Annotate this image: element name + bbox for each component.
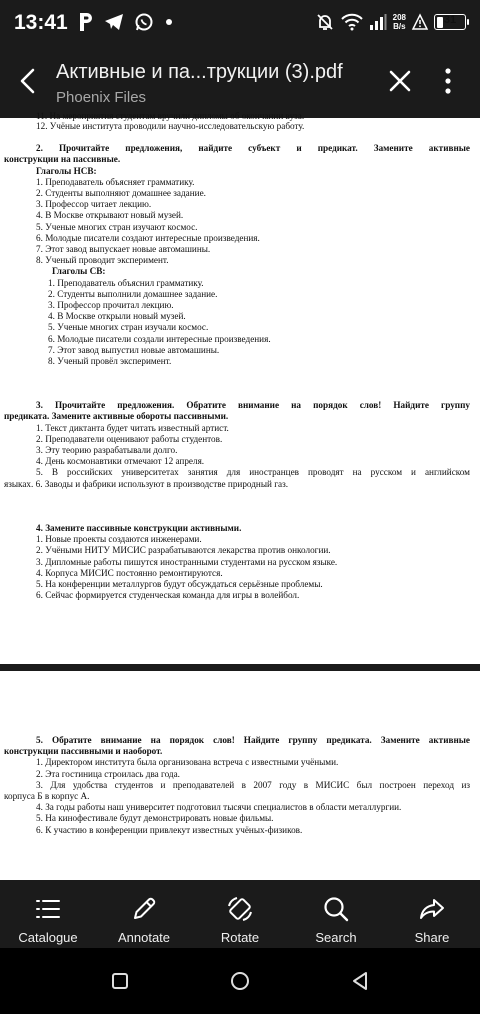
notification-icons xyxy=(78,12,174,32)
doc-line: языках. 6. Заводы и фабрики используют в производстве природный газ. xyxy=(4,478,288,489)
recents-icon[interactable] xyxy=(109,970,131,992)
exercise-4-title: 4. Замените пассивные конструкции активными. xyxy=(36,522,242,533)
search-icon xyxy=(321,894,351,924)
battery-level: 31 xyxy=(443,14,457,26)
ex4-list xyxy=(4,534,470,601)
back-arrow-icon[interactable] xyxy=(12,64,46,98)
app-name: Phoenix Files xyxy=(56,89,147,106)
close-icon[interactable] xyxy=(384,65,416,97)
battery-icon xyxy=(434,14,466,30)
share-icon xyxy=(417,894,447,924)
list-item: 1. Преподаватель объяснил грамматику. xyxy=(48,277,204,288)
search-label: Search xyxy=(315,930,357,945)
list-item: 4. В Москве открывают новый музей. xyxy=(36,210,184,221)
list-item: 1. Преподаватель объясняет грамматику. xyxy=(36,176,195,187)
pdf-viewer[interactable] xyxy=(0,111,480,880)
list-item: 2. Преподаватели оценивают работы студентов. xyxy=(36,433,223,444)
list-item: 7. Этот завод выпустил новые автомашины. xyxy=(48,344,220,355)
list-item: 8. Ученый проводит эксперимент. xyxy=(36,255,169,266)
system-nav-bar xyxy=(0,948,480,1014)
system-icons xyxy=(315,12,466,32)
list-item: 2. Студенты выполняют домашнее задание. xyxy=(36,188,206,199)
pdf-page-2 xyxy=(0,671,480,880)
exercise-3-title-cont: предиката. Замените активные обороты пассивными. xyxy=(4,411,229,422)
doc-line: 6. К участию в конференции привлекут известных учёных-физиков. xyxy=(36,824,303,835)
rotate-label: Rotate xyxy=(220,930,260,945)
exercise-5-title: 5. Обратите внимание на порядок слов! Найдите группу предиката. Замените активные xyxy=(36,735,470,745)
ex3-list xyxy=(4,423,470,468)
annotate-button[interactable] xyxy=(96,880,192,948)
sv-list xyxy=(4,278,470,368)
exercise-5-title-cont: конструкции пассивными и наоборот. xyxy=(4,746,163,757)
app-bar xyxy=(0,48,480,118)
pdf-page-1 xyxy=(0,111,480,664)
catalogue-label: Catalogue xyxy=(18,930,78,945)
page-1-content xyxy=(4,121,470,601)
list-item: 7. Этот завод выпускает новые автомашины. xyxy=(36,244,211,255)
list-item: 5. Ученые многих стран изучают космос. xyxy=(36,221,198,232)
nsv-heading: Глаголы НСВ: xyxy=(36,165,97,176)
p-app-icon xyxy=(78,12,94,32)
search-button[interactable] xyxy=(288,880,384,948)
status-time: 13:41 xyxy=(14,11,68,34)
doc-line: 1. Директором института была организована встреча с известными учёными. xyxy=(36,757,339,768)
network-speed-unit: B/s xyxy=(393,22,406,31)
sv-heading: Глаголы СВ: xyxy=(52,266,106,277)
telegram-icon xyxy=(104,13,124,31)
list-item: 5. На конференции металлургов будут обсуждаться серьёзные проблемы. xyxy=(36,578,323,589)
back-triangle-icon[interactable] xyxy=(349,970,371,992)
bottom-toolbar xyxy=(0,880,480,948)
whatsapp-icon xyxy=(134,12,154,32)
list-item: 4. Корпуса МИСИС постоянно ремонтируются. xyxy=(36,567,223,578)
list-icon xyxy=(33,894,63,924)
list-item: 1. Новые проекты создаются инженерами. xyxy=(36,534,202,545)
doc-line: корпуса Б в корпус А. xyxy=(4,791,90,802)
file-title: Активные и па...трукции (3).pdf xyxy=(56,61,343,83)
list-item: 5. Ученые многих стран изучали космос. xyxy=(48,322,209,333)
doc-line: 5. На кинофестивале будут демонстрировать новые фильмы. xyxy=(36,813,274,824)
exercise-2-title: 2. Прочитайте предложения, найдите субъект и предикат. Замените активные xyxy=(36,143,470,154)
doc-line: 2. Эта гостиница строилась два года. xyxy=(36,768,180,779)
doc-line: 5. В российских университетах занятия для иностранцев проводят на русском и английском xyxy=(36,467,470,478)
network-speed xyxy=(393,13,406,31)
exercise-3-title: 3. Прочитайте предложения. Обратите внимание на порядок слов! Найдите группу xyxy=(36,400,470,411)
nsv-list xyxy=(4,177,470,267)
list-item: 4. День космонавтики отмечают 12 апреля. xyxy=(36,456,205,467)
list-item: 2. Учёными НИТУ МИСИС разрабатываются лекарства против онкологии. xyxy=(36,545,331,556)
home-icon[interactable] xyxy=(229,970,251,992)
signal-icon xyxy=(369,13,387,31)
list-item: 8. Ученый провёл эксперимент. xyxy=(48,356,172,367)
network-speed-value: 208 xyxy=(392,13,406,22)
warning-icon xyxy=(412,14,428,30)
exercise-2-title-cont: конструкции на пассивные. xyxy=(4,154,121,165)
doc-line: 3. Для удобства студентов и преподавателей в 2007 году в МИСИС был построен переход из xyxy=(36,779,470,790)
mute-icon xyxy=(315,12,335,32)
pencil-icon xyxy=(129,894,159,924)
list-item: 3. Профессор прочитал лекцию. xyxy=(48,300,174,311)
list-item: 6. Молодые писатели создали интересные произведения. xyxy=(48,333,271,344)
list-item: 3. Профессор читает лекцию. xyxy=(36,199,152,210)
rotate-button[interactable] xyxy=(192,880,288,948)
page-2-content xyxy=(4,735,470,836)
list-item: 2. Студенты выполнили домашнее задание. xyxy=(48,288,218,299)
dot-icon xyxy=(164,17,174,27)
share-button[interactable] xyxy=(384,880,480,948)
annotate-label: Annotate xyxy=(117,930,171,945)
list-item: 4. В Москве открыли новый музей. xyxy=(48,311,186,322)
list-item: 6. Сейчас формируется студенческая команда для игры в волейбол. xyxy=(36,590,300,601)
list-item: 3. Дипломные работы пишутся иностранными студентами на русском языке. xyxy=(36,556,338,567)
catalogue-button[interactable] xyxy=(0,880,96,948)
share-label: Share xyxy=(414,930,450,945)
doc-line: 4. За годы работы наш университет подготовил тысячи специалистов в области металлургии. xyxy=(36,802,402,813)
wifi-icon xyxy=(341,13,363,31)
cut-off-line: 11. На мероприятия студентам вручили дипломы об окончании вуза. xyxy=(36,111,305,121)
list-item: 6. Молодые писатели создают интересные произведения. xyxy=(36,232,260,243)
more-vert-icon[interactable] xyxy=(436,65,460,97)
doc-line: 12. Учёные института проводили научно-исследовательскую работу. xyxy=(36,121,305,131)
status-bar xyxy=(0,0,480,48)
list-item: 3. Эту теорию разрабатывали долго. xyxy=(36,445,178,456)
rotate-icon xyxy=(225,894,255,924)
list-item: 1. Текст диктанта будет читать известный артист. xyxy=(36,422,229,433)
